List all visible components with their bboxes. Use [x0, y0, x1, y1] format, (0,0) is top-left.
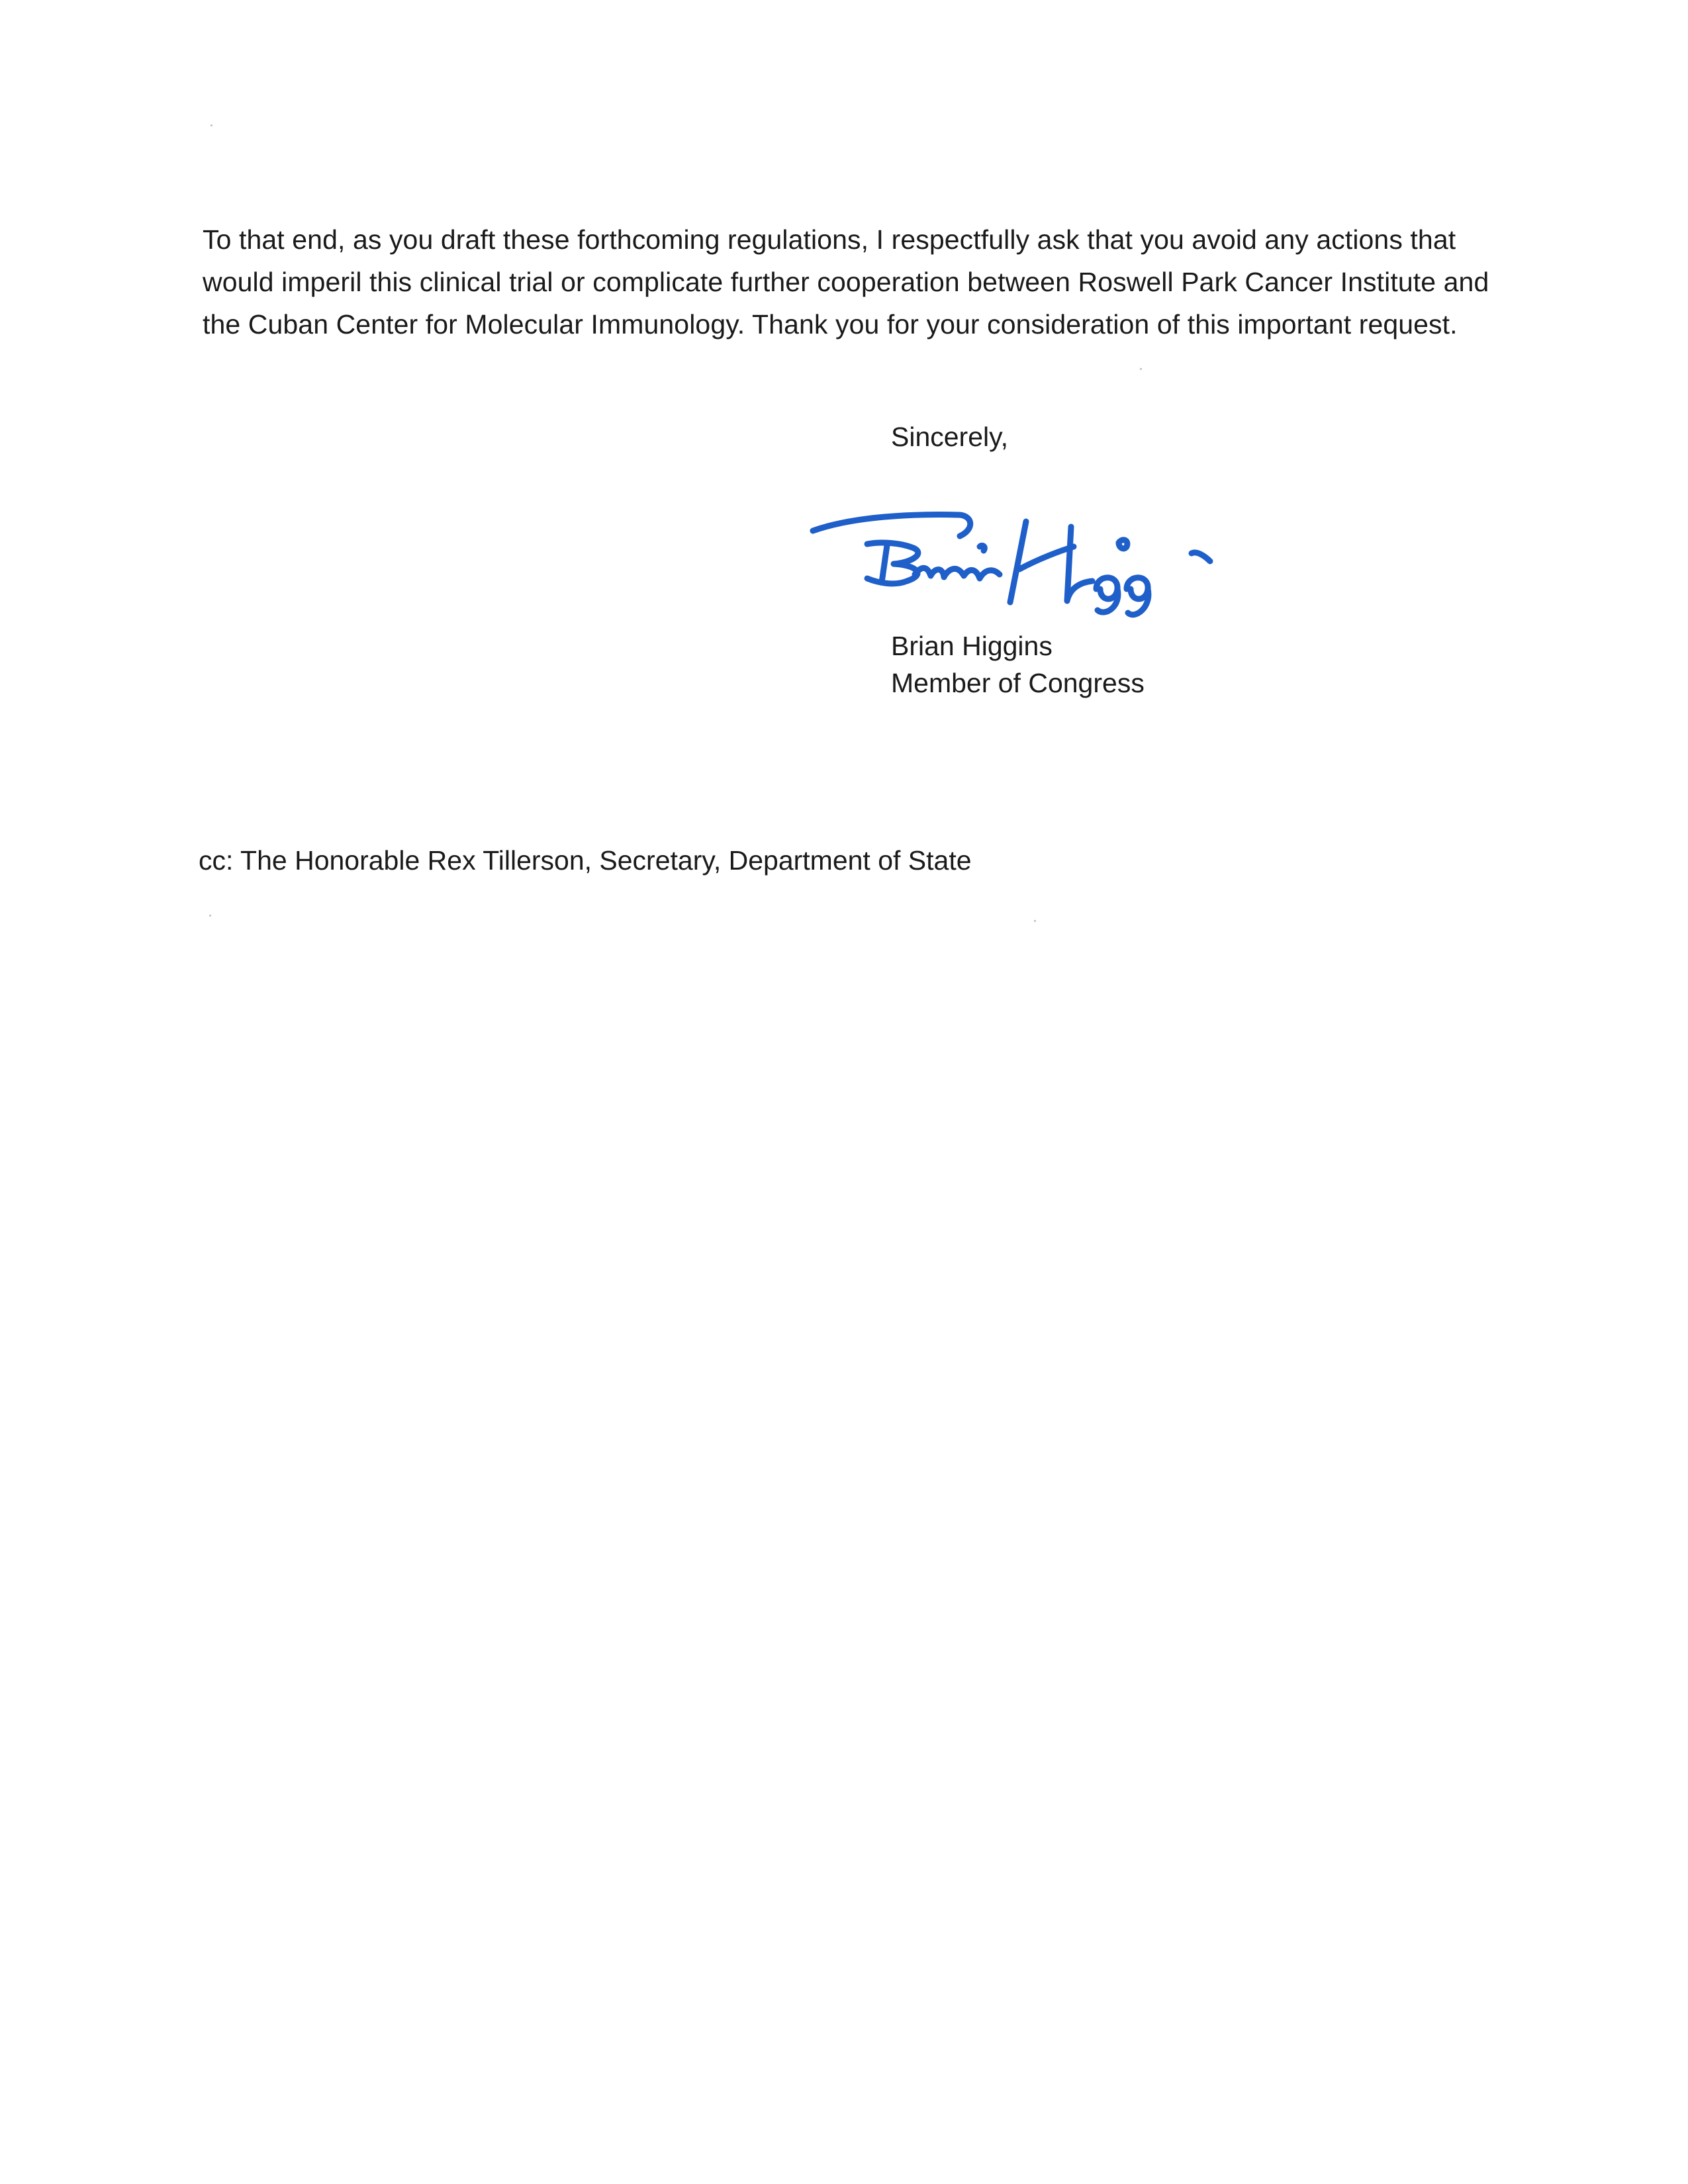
closing-salutation: Sincerely, — [891, 422, 1008, 452]
handwritten-signature — [801, 490, 1304, 622]
cc-line: cc: The Honorable Rex Tillerson, Secretary, Department of State — [199, 845, 972, 876]
scan-speck — [209, 915, 211, 917]
scan-speck — [1034, 920, 1036, 922]
scan-speck — [211, 124, 212, 126]
signer-name: Brian Higgins — [891, 631, 1053, 661]
signer-block — [891, 627, 1145, 702]
scan-speck — [1140, 368, 1142, 370]
body-paragraph: To that end, as you draft these forthcoming regulations, I respectfully ask that you avoid any actions that would imperil this clinical trial or complicate further cooperation between Roswell Park Cancer Institute and the Cuban Center for Molecular Immunology. Thank you for your consideration of this important request. — [203, 224, 1489, 340]
signer-title: Member of Congress — [891, 668, 1145, 698]
